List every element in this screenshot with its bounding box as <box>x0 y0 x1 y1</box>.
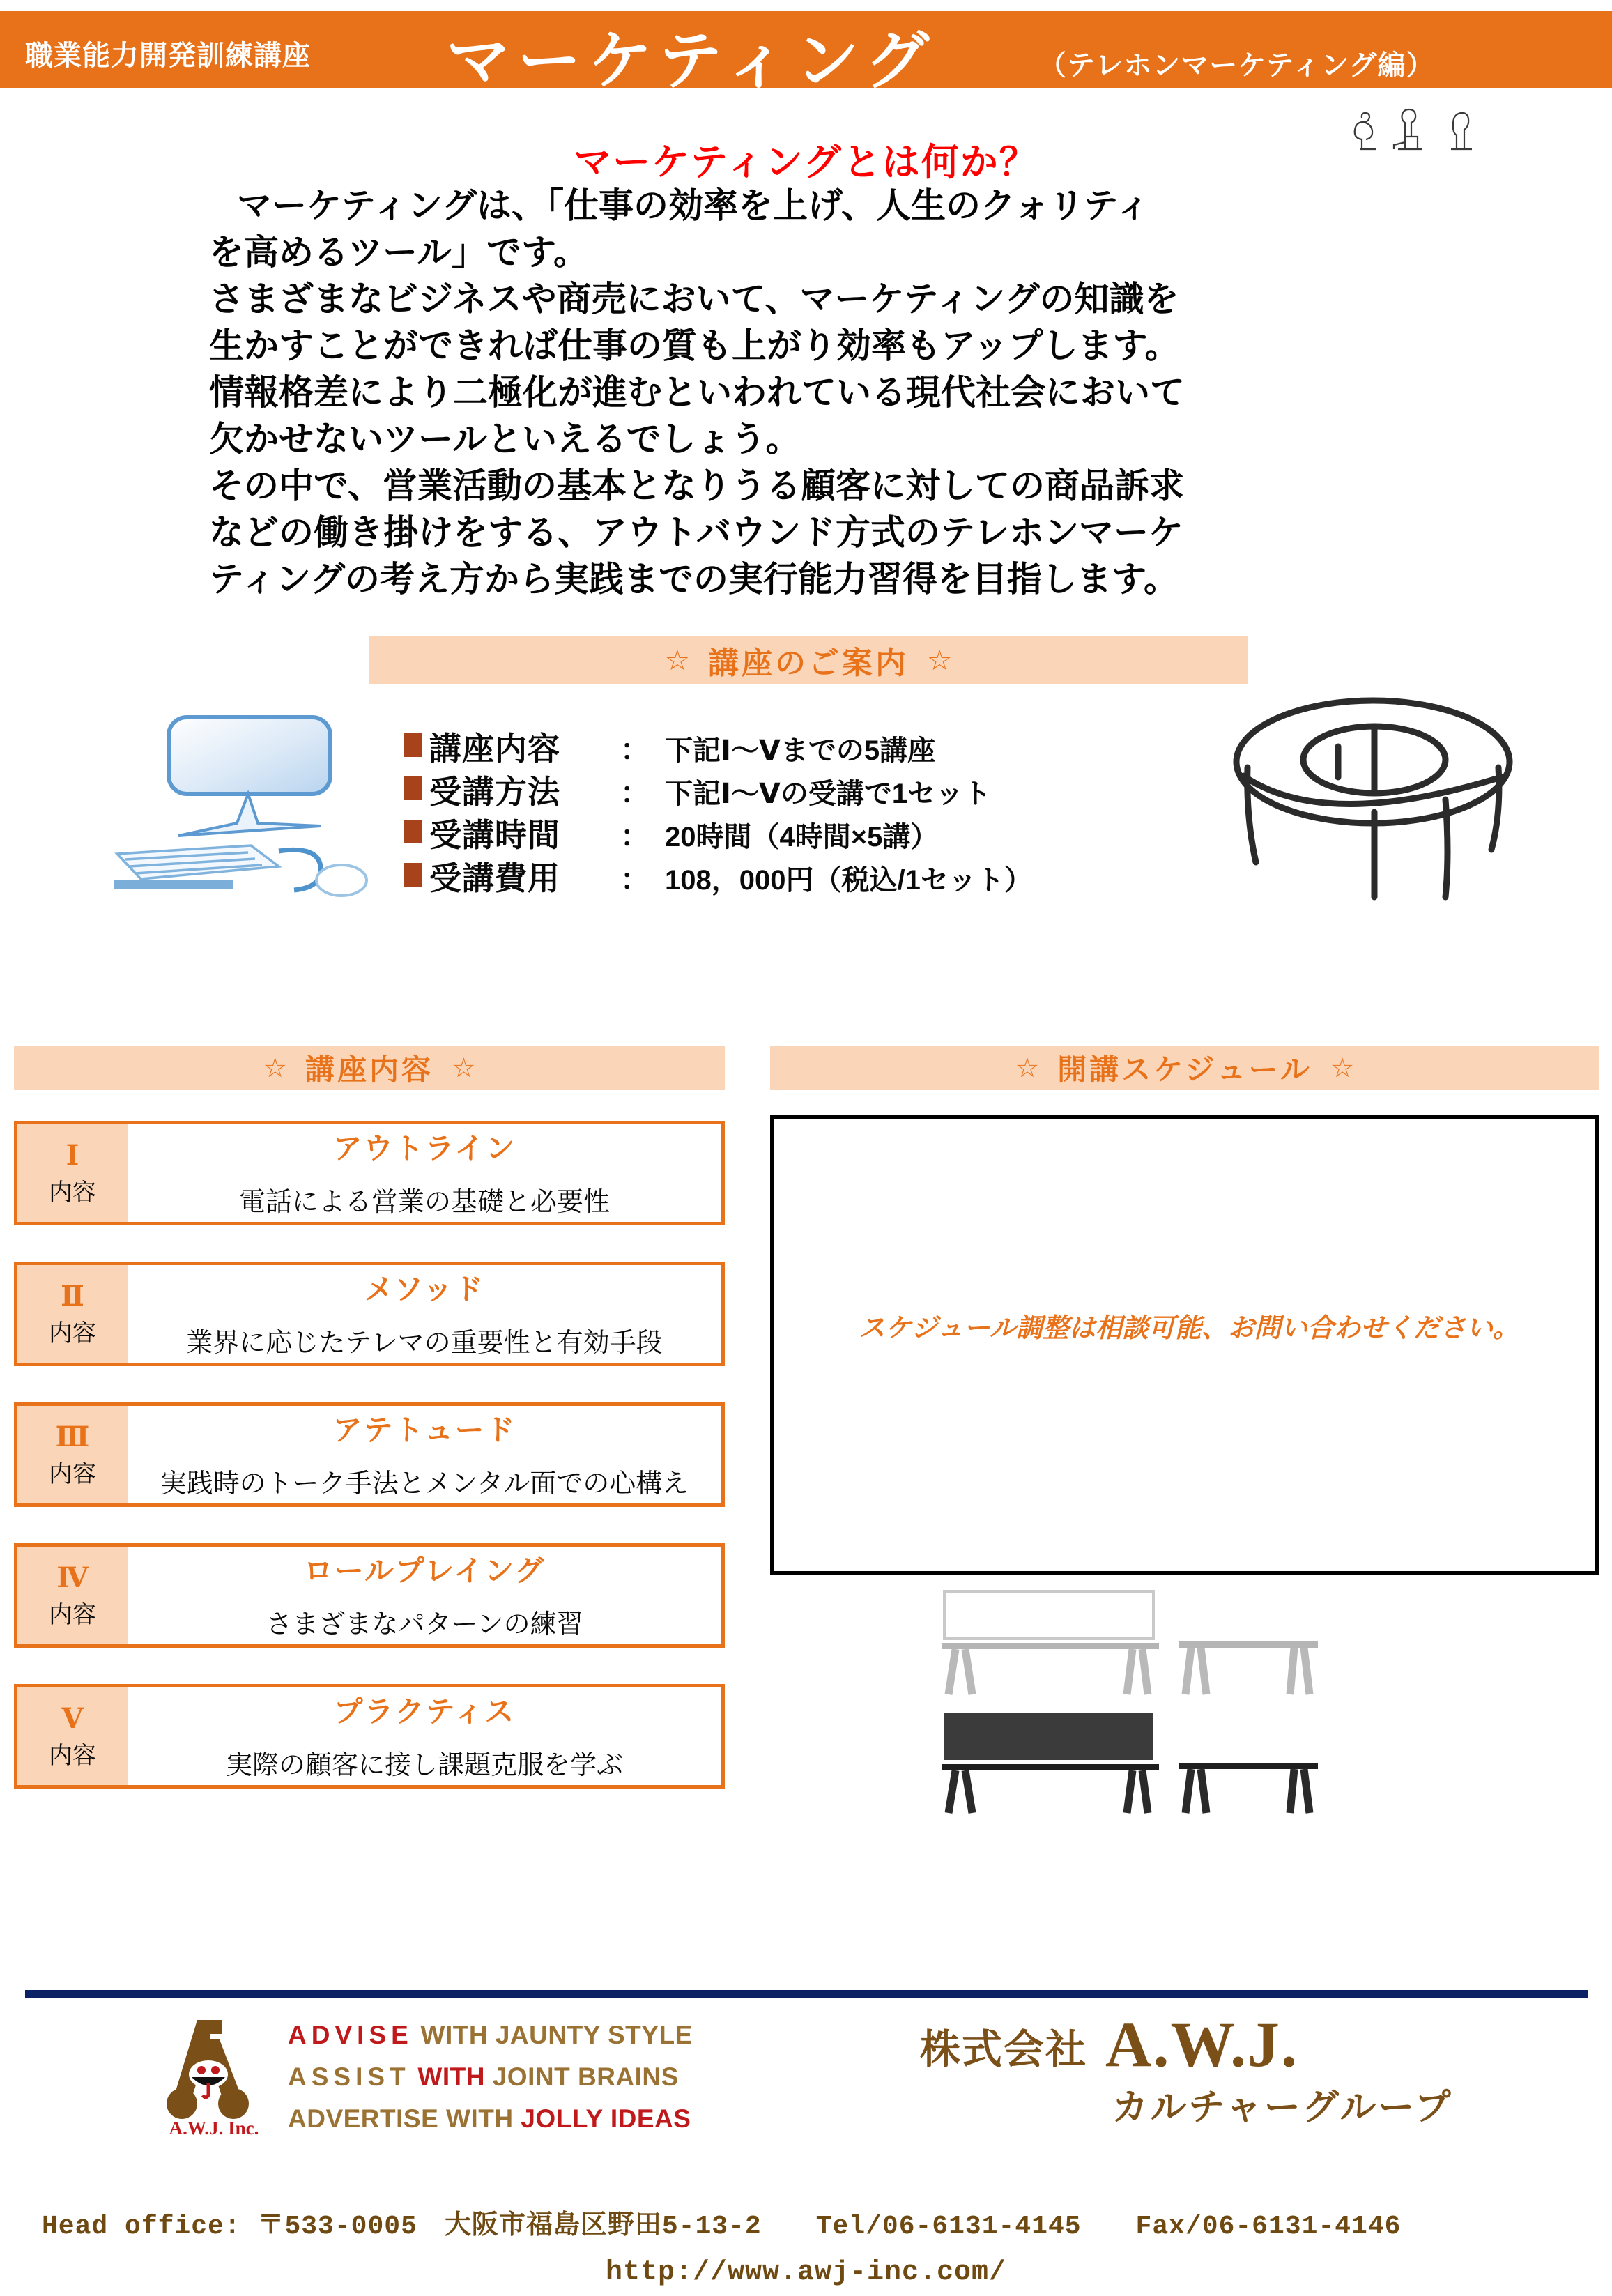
star-icon-left: ☆ <box>263 1053 287 1083</box>
course-row-index <box>17 1265 128 1363</box>
section-banner-contents <box>14 1046 725 1090</box>
course-row-body <box>128 1124 721 1222</box>
course-row-body <box>128 1265 721 1363</box>
guide-value: 下記Ⅰ～Ⅴまでの5講座 <box>665 735 936 766</box>
guide-label: 受講費用 <box>429 860 560 896</box>
intro-line: マーケティングは、「仕事の効率を上げ、人生のクォリティ <box>237 186 1151 225</box>
course-description: 実践時のトーク手法とメンタル面での心構え <box>160 1469 689 1499</box>
course-description: 実際の顧客に接し課題克服を学ぶ <box>225 1750 623 1780</box>
course-naiyou-label: 内容 <box>49 1179 96 1206</box>
course-title: ロールプレイング <box>303 1554 546 1587</box>
course-row <box>14 1262 725 1366</box>
course-naiyou-label: 内容 <box>49 1461 96 1487</box>
intro-line: さまざまなビジネスや商売において、マーケティングの知識を <box>209 280 1179 319</box>
guide-label: 講座内容 <box>429 730 560 767</box>
guide-row <box>404 767 1206 810</box>
course-title: アテトュード <box>332 1413 516 1446</box>
guide-colon: ： <box>620 776 650 809</box>
footer-divider <box>25 1990 1588 1998</box>
course-description: 業界に応じたテレマの重要性と有効手段 <box>186 1328 663 1358</box>
section-banner-guide <box>369 636 1248 684</box>
star-icon-right: ☆ <box>927 644 953 676</box>
guide-colon: ： <box>620 863 650 896</box>
slogan-word-a: ADVISE <box>288 2021 413 2049</box>
slogan-word-c: JOINT BRAINS <box>492 2062 679 2091</box>
company-name-block <box>920 2009 1547 2130</box>
star-icon-right: ☆ <box>452 1053 476 1083</box>
course-title: アウトライン <box>332 1131 516 1165</box>
star-icon-left: ☆ <box>1015 1053 1040 1083</box>
guide-info-list <box>404 724 1206 896</box>
guide-label: 受講方法 <box>429 774 560 810</box>
square-bullet-icon <box>404 733 422 757</box>
course-row-body <box>128 1406 721 1503</box>
course-row-body <box>128 1547 721 1644</box>
guide-label: 受講時間 <box>429 817 560 853</box>
square-bullet-icon <box>404 776 422 800</box>
course-number: Ⅰ <box>66 1140 79 1171</box>
course-row-index <box>17 1547 128 1644</box>
course-title: プラクティス <box>333 1694 516 1728</box>
course-row <box>14 1543 725 1648</box>
website-url[interactable]: http://www.awj-inc.com/ <box>605 2257 1007 2288</box>
slogan-word-b: WITH <box>420 2021 489 2049</box>
schedule-note: スケジュール調整は相談可能、お問い合わせください。 <box>859 1314 1519 1343</box>
slogan-word-c: JAUNTY STYLE <box>495 2021 693 2049</box>
guide-row <box>404 810 1206 853</box>
course-row-index <box>17 1687 128 1785</box>
square-bullet-icon <box>404 863 422 887</box>
course-number: Ⅱ <box>61 1280 84 1312</box>
guide-value: 下記Ⅰ～Ⅴの受講で1セット <box>665 779 992 809</box>
slogan-word-c: JOLLY IDEAS <box>521 2104 691 2133</box>
course-number: Ⅳ <box>56 1562 89 1593</box>
slogan-word-a: ADVERTISE <box>288 2104 439 2133</box>
page-title: マーケティング <box>446 26 936 97</box>
guide-colon: ： <box>620 733 650 766</box>
intro-line: 欠かせないツールといえるでしょう。 <box>209 420 801 459</box>
benches-and-tables-icon <box>937 1586 1369 1816</box>
intro-line: 情報格差により二極化が進むといわれている現代社会において <box>209 373 1185 412</box>
course-row-body <box>128 1687 721 1785</box>
course-number: Ⅲ <box>55 1421 90 1453</box>
intro-heading: マーケティングとは何か？ <box>574 141 1038 183</box>
guide-value: 20時間（4時間×5講） <box>665 822 939 852</box>
awj-inc-label: A.W.J. Inc. <box>169 2118 259 2138</box>
guide-colon: ： <box>620 820 650 852</box>
intro-line: その中で、営業活動の基本となりうる顧客に対しての商品訴求 <box>209 466 1184 505</box>
awj-logo-block <box>150 2014 721 2143</box>
schedule-box <box>770 1115 1599 1575</box>
intro-line: を高めるツール」です。 <box>209 233 588 272</box>
course-naiyou-label: 内容 <box>49 1743 96 1769</box>
intro-line: ティングの考え方から実践までの実行能力習得を目指します。 <box>209 560 1179 599</box>
section-banner-guide-label: 講座のご案内 <box>708 646 909 680</box>
slogan-word-a: ASSIST <box>288 2062 410 2091</box>
slogan-line <box>288 2056 706 2098</box>
awj-logo-icon <box>150 2016 275 2120</box>
intro-body <box>209 183 1408 603</box>
header-kicker: 職業能力開発訓練講座 <box>25 40 311 71</box>
section-banner-schedule <box>770 1046 1599 1090</box>
section-banner-schedule-label: 開講スケジュール <box>1057 1053 1312 1086</box>
course-row <box>14 1121 725 1225</box>
course-row-index <box>17 1406 128 1503</box>
section-banner-contents-label: 講座内容 <box>305 1053 433 1086</box>
course-description: さまざまなパターンの練習 <box>266 1609 583 1639</box>
slogan-word-b: WITH <box>446 2104 514 2133</box>
course-naiyou-label: 内容 <box>49 1602 96 1628</box>
company-name-line <box>920 2009 1547 2080</box>
course-row-index <box>17 1124 128 1222</box>
course-naiyou-label: 内容 <box>49 1320 96 1347</box>
slogan-lines <box>288 2014 706 2140</box>
course-number: Ⅴ <box>61 1703 84 1734</box>
round-table-icon <box>1227 680 1519 903</box>
guide-value: 108，000円（税込/1セット） <box>665 865 1032 896</box>
square-bullet-icon <box>404 820 422 843</box>
guide-row <box>404 724 1206 767</box>
computer-monitor-icon <box>112 687 390 903</box>
company-name: A.W.J. <box>1105 2009 1299 2080</box>
course-row <box>14 1684 725 1789</box>
star-icon-right: ☆ <box>1330 1053 1355 1083</box>
company-prefix: 株式会社 <box>920 2027 1088 2073</box>
course-row <box>14 1402 725 1507</box>
contact-info: Head office: 〒533-0005 大阪市福島区野田5-13-2 Tel/06-6131-4145 Fax/06-6131-4146 <box>42 2212 1402 2242</box>
guide-row <box>404 853 1206 896</box>
star-icon-left: ☆ <box>664 644 690 676</box>
slogan-line <box>288 2098 706 2140</box>
slogan-line <box>288 2014 706 2056</box>
company-group-name: カルチャーグループ <box>1112 2088 1453 2129</box>
slogan-word-b: WITH <box>417 2062 485 2091</box>
intro-line: などの働き掛けをする、アウトバウンド方式のテレホンマーケ <box>209 513 1183 552</box>
course-title: メソッド <box>364 1272 485 1306</box>
course-description: 電話による営業の基礎と必要性 <box>238 1187 610 1217</box>
header-subtitle: （テレホンマーケティング編） <box>1038 50 1435 81</box>
intro-line: 生かすことができれば仕事の質も上がり効率もアップします。 <box>209 326 1180 365</box>
